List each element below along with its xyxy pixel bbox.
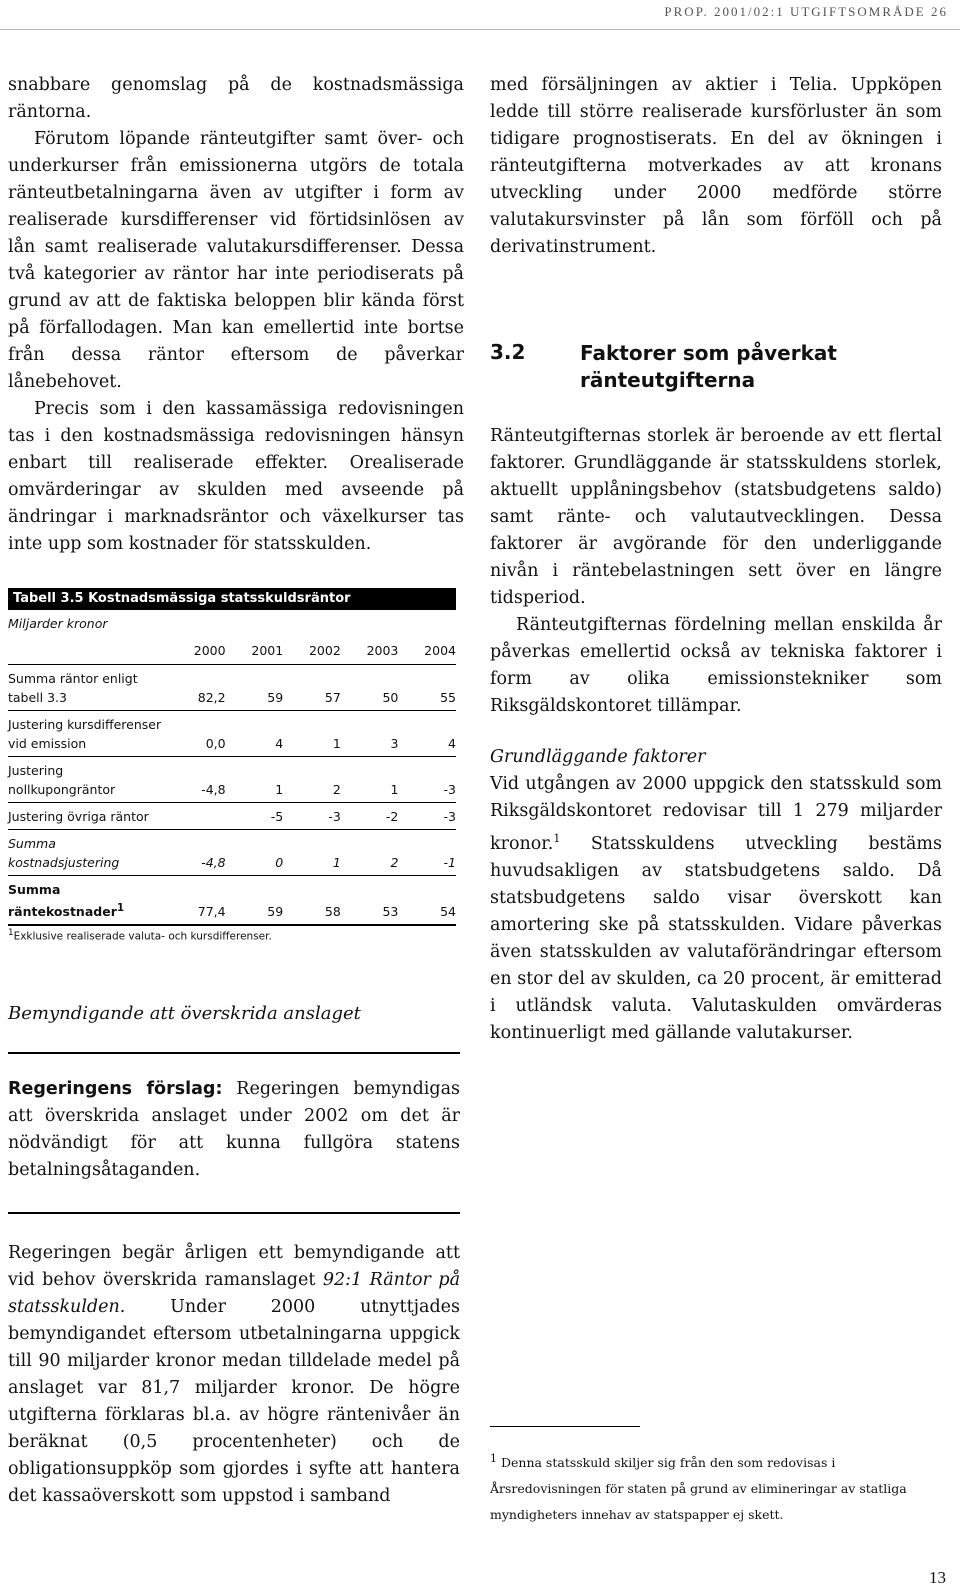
- header-rule: [0, 29, 960, 30]
- cell: 59: [267, 690, 284, 705]
- cell: -4,8: [201, 782, 226, 797]
- section-title: Faktorer som påverkat ränteutgifterna: [580, 341, 837, 392]
- cell: 4: [275, 736, 284, 751]
- cell: 2: [390, 855, 399, 870]
- cell: 54: [440, 904, 456, 920]
- table-row: [8, 665, 456, 711]
- year-header: 2001: [251, 643, 284, 658]
- cell: 3: [390, 736, 399, 751]
- proposal-label: Regeringens förslag:: [8, 1079, 223, 1099]
- right-column-top: [490, 72, 942, 261]
- paragraph: Regeringen begär årligen ett bemyndigande att vid behov överskrida ramanslaget 92:1 Räntor på statsskulden. Under 2000 utnyttjades bemyndigandet eftersom utbetalningarna uppgick till 90 miljarder kronor medan tilldelade medel på anslaget var 81,7 miljarder kronor. De högre utgifterna förklaras bl.a. av högre räntenivåer än beräknat (0,5 procentenheter) och de obligationsuppköp som gjordes i syfte att hantera det kassaöverskott som uppstod i samband: [8, 1243, 460, 1506]
- row-label: Summa räntekostnader$^1$: [8, 882, 125, 920]
- proposal-bottom-rule: [8, 1212, 460, 1214]
- cell: 1: [275, 782, 284, 797]
- cell: 1: [332, 736, 341, 751]
- cell: 2: [332, 782, 341, 797]
- cell: -2: [385, 809, 399, 824]
- page-number: 13: [929, 1568, 946, 1587]
- cell: -1: [443, 855, 456, 870]
- table-row-total: [8, 876, 456, 926]
- cell: 0,0: [205, 736, 226, 751]
- paragraph: Ränteutgifternas fördelning mellan enskilda år påverkas emellertid också av tekniska faktorer i form av olika emissionstekniker som Riksgäldskontoret tillämpar.: [490, 615, 942, 716]
- left-column-text: [8, 72, 464, 558]
- paragraph: med försäljningen av aktier i Telia. Uppköpen ledde till större realiserade kursförluster än som tidigare prognostiserats. En del av ökningen i ränteutgifterna motverkades av att kronans utveckling under 2000 medförde större valutakursvinster på lån som förföll och på derivatinstrument.: [490, 75, 942, 257]
- page-footnote: $^1$ Denna statsskuld skiljer sig från den som redovisas i Årsredovisningen för staten på grund av elimineringar av statliga myndigheters innehav av statspapper ej skett.: [490, 1452, 907, 1523]
- cell: 53: [382, 904, 399, 920]
- cell: -5: [270, 809, 284, 824]
- cell: 0: [275, 855, 284, 870]
- left-bottom-text: [8, 1240, 460, 1510]
- header-spacer: [8, 643, 168, 658]
- table-header-row: [8, 643, 456, 665]
- table-row: [8, 803, 456, 830]
- year-header: 2003: [366, 643, 399, 658]
- cell: -3: [443, 809, 456, 824]
- cell: -4,8: [201, 855, 226, 870]
- proposal-top-rule: [8, 1052, 460, 1054]
- year-header: 2002: [308, 643, 341, 658]
- grundlaggande-text: [490, 771, 942, 1047]
- cell: 50: [382, 690, 399, 705]
- cell: -3: [328, 809, 341, 824]
- table-title: Tabell 3.5 Kostnadsmässiga statsskuldsräntor: [8, 588, 456, 610]
- proposal-box: [8, 1076, 460, 1184]
- cell: 1: [390, 782, 399, 797]
- running-header: PROP. 2001/02:1 UTGIFTSOMRÅDE 26: [664, 4, 948, 19]
- row-label: Summa kostnadsjustering: [8, 836, 120, 870]
- year-header: 2004: [424, 643, 456, 658]
- proposal-paragraph: Regeringens förslag: Regeringen bemyndigas att överskrida anslaget under 2002 om det är nödvändigt för att kunna fullgöra statens betalningsåtaganden.: [8, 1079, 460, 1180]
- cell: 55: [440, 690, 456, 705]
- paragraph: Vid utgången av 2000 uppgick den statsskuld som Riksgäldskontoret redovisar till 1 279 miljarder kronor.$^1$ Statsskuldens utveckling bestäms huvudsakligen av statsbudgetens saldo. Då statsbudgetens saldo visar överskott kan amortering ske på statsskulden. Vidare påverkas även statsskulden av valutaförändringar eftersom en stor del av skulden, ca 20 procent, är emitterad i utländsk valuta. Valutaskulden omvärderas kontinuerligt med gällande valutakurser.: [490, 774, 942, 1043]
- cell: 77,4: [197, 904, 226, 920]
- paragraph: Förutom löpande ränteutgifter samt över- och underkurser från emissionerna utgörs de totala ränteutbetalningarna även av utgifter i form av realiserade kursdifferenser vid förtidsinlösen av lån samt realiserade valutakursdifferenser. Dessa två kategorier av räntor har inte periodiserats på grund av att de faktiska beloppen blir kända först på förfallodagen. Man kan emellertid inte bortse från dessa räntor eftersom de påverkar lånebehovet.: [8, 129, 464, 392]
- cell: 59: [267, 904, 284, 920]
- cell: 4: [448, 736, 456, 751]
- table-row: [8, 830, 456, 876]
- paragraph: Ränteutgifternas storlek är beroende av ett flertal faktorer. Grundläggande är statsskuldens storlek, aktuellt upplåningsbehov (statsbudgetens saldo) samt ränte- och valutautvecklingen. Dessa faktorer är avgörande för den underliggande nivån i räntebelastningen sett över en längre tidsperiod.: [490, 426, 942, 608]
- subheading-grundlaggande: Grundläggande faktorer: [490, 747, 706, 767]
- year-header: 2000: [193, 643, 226, 658]
- subheading-bemyndigande: Bemyndigande att överskrida anslaget: [8, 1003, 361, 1024]
- table-row: [8, 757, 456, 803]
- cell: 58: [324, 904, 341, 920]
- cell: 82,2: [197, 690, 226, 705]
- table-3-5: [8, 588, 456, 943]
- paragraph: Precis som i den kassamässiga redovisningen tas i den kostnadsmässiga redovisningen hänsyn enbart till realiserade effekter. Orealiserade omvärderingar av skulden med avseende på ändringar i marknadsräntor och växelkurser tas inte upp som kostnader för statsskulden.: [8, 399, 464, 554]
- right-column-body: [490, 423, 942, 720]
- footnote-marker: 1: [116, 902, 125, 914]
- row-label: Justering nollkupongräntor: [8, 763, 116, 797]
- table-row: [8, 711, 456, 757]
- paragraph: snabbare genomslag på de kostnadsmässiga räntorna.: [8, 75, 464, 122]
- row-label: Summa räntor enligt tabell 3.3: [8, 671, 138, 705]
- table-footnote: $^1$Exklusive realiserade valuta- och kursdifferenser.: [8, 928, 272, 943]
- cell: 57: [324, 690, 341, 705]
- cell: 1: [332, 855, 341, 870]
- footnote-rule: [490, 1426, 640, 1427]
- cell: -3: [443, 782, 456, 797]
- section-number: 3.2: [490, 340, 526, 364]
- table-subtitle: Miljarder kronor: [8, 616, 108, 631]
- row-label: Justering övriga räntor: [8, 809, 149, 824]
- row-label: Justering kursdifferenser vid emission: [8, 717, 162, 751]
